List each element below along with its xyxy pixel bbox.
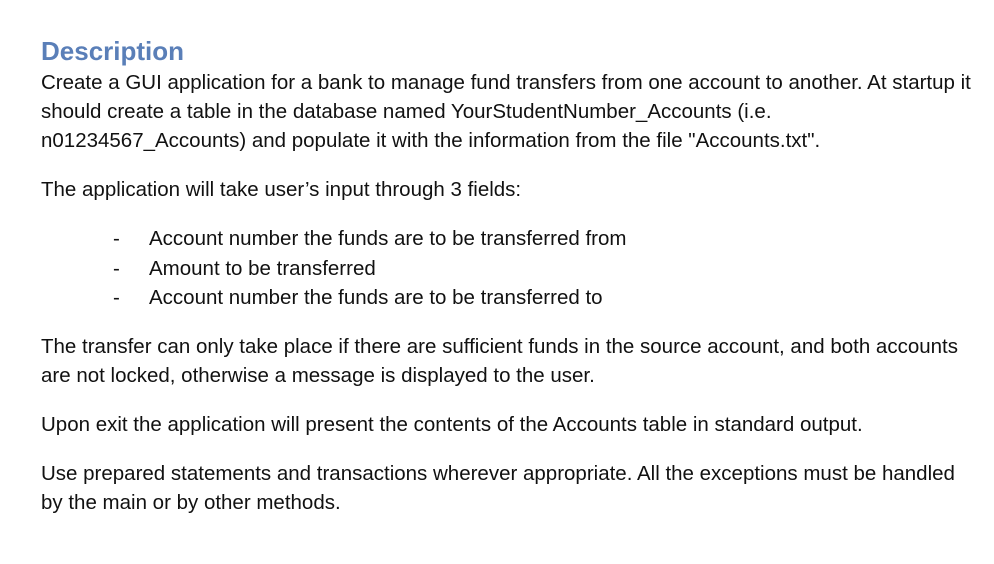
list-bullet: - [113, 286, 120, 309]
paragraph-transfer-rules: The transfer can only take place if there are sufficient funds in the source account, and both accounts are not locked, otherwise a message is displayed to the user. [41, 335, 958, 387]
section-heading: Description [41, 36, 185, 66]
input-fields-list [41, 224, 971, 313]
paragraph-exit-behavior: Upon exit the application will present the contents of the Accounts table in standard output. [41, 413, 863, 436]
list-bullet: - [113, 256, 120, 280]
paragraph-input-fields: The application will take user’s input through 3 fields: [41, 178, 522, 201]
list-item-text: Account number the funds are to be transferred to [149, 286, 603, 309]
list-item-text: Account number the funds are to be transferred from [149, 227, 627, 250]
paragraph-intro: Create a GUI application for a bank to manage fund transfers from one account to another. At startup it should create a table in the database named YourStudentNumber_Accounts (i.e. n01234567_Accounts) and populate it with the information from the file "Accounts.txt". [41, 71, 971, 152]
list-item [41, 283, 971, 313]
paragraph-requirements: Use prepared statements and transactions wherever appropriate. All the exceptions must be handled by the main or by other methods. [41, 462, 955, 514]
list-bullet: - [113, 227, 120, 250]
list-item [41, 224, 971, 254]
list-item [41, 254, 971, 284]
list-item-text: Amount to be transferred [149, 256, 376, 280]
